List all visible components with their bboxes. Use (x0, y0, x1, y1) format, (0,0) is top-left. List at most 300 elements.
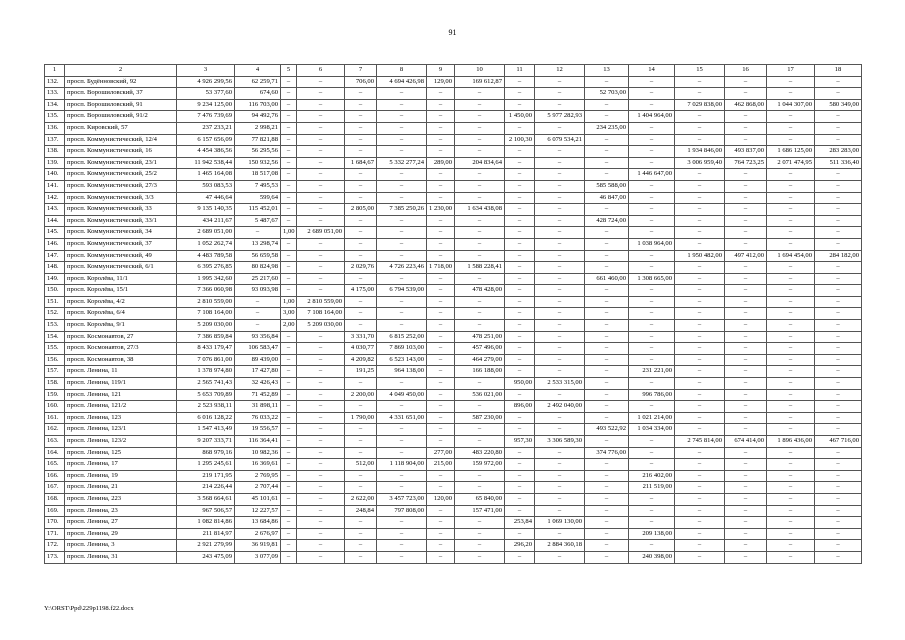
value-cell: 8 433 179,47 (177, 343, 235, 355)
value-cell: – (505, 551, 535, 563)
value-cell: 1 034 334,00 (629, 424, 675, 436)
value-cell: 6 157 656,09 (177, 134, 235, 146)
value-cell: – (585, 470, 629, 482)
value-cell: – (675, 296, 725, 308)
value-cell: – (455, 470, 505, 482)
value-cell: 428 724,00 (585, 215, 629, 227)
value-cell: 115 452,01 (235, 204, 281, 216)
row-number-cell: 157. (45, 366, 65, 378)
address-cell: просп. Коммунистический, 33/1 (65, 215, 177, 227)
value-cell: 2 998,21 (235, 122, 281, 134)
value-cell: – (345, 320, 377, 332)
value-cell: – (281, 99, 297, 111)
value-cell: 243 475,09 (177, 551, 235, 563)
value-cell: 1 588 228,41 (455, 262, 505, 274)
value-cell: – (675, 76, 725, 88)
value-cell: – (455, 122, 505, 134)
value-cell: – (675, 528, 725, 540)
value-cell: 5 977 282,93 (535, 111, 585, 123)
value-cell: 169 612,87 (455, 76, 505, 88)
value-cell: – (427, 134, 455, 146)
value-cell: – (281, 273, 297, 285)
value-cell: – (377, 99, 427, 111)
value-cell: 434 211,67 (177, 215, 235, 227)
value-cell: 129,00 (427, 76, 455, 88)
value-cell: 1 686 125,00 (767, 146, 815, 158)
value-cell: – (585, 285, 629, 297)
value-cell: – (455, 169, 505, 181)
table-row (45, 111, 862, 123)
row-number-cell: 173. (45, 551, 65, 563)
value-cell: – (629, 308, 675, 320)
value-cell: – (505, 215, 535, 227)
value-cell: 36 919,81 (235, 540, 281, 552)
value-cell: 511 336,40 (815, 157, 862, 169)
table-row (45, 470, 862, 482)
value-cell: 5 487,67 (235, 215, 281, 227)
header-cell: 17 (767, 65, 815, 77)
value-cell: – (505, 99, 535, 111)
value-cell: 120,00 (427, 493, 455, 505)
value-cell: – (815, 447, 862, 459)
value-cell: – (281, 436, 297, 448)
value-cell: – (535, 505, 585, 517)
table-row (45, 157, 862, 169)
value-cell: – (815, 493, 862, 505)
address-cell: просп. Коммунистический, 33 (65, 204, 177, 216)
address-cell: просп. Коммунистический, 27/3 (65, 180, 177, 192)
value-cell: – (297, 285, 345, 297)
address-cell: просп. Коммунистический, 3/3 (65, 192, 177, 204)
value-cell: – (535, 227, 585, 239)
value-cell: – (345, 146, 377, 158)
header-cell: 4 (235, 65, 281, 77)
value-cell: – (297, 99, 345, 111)
value-cell: – (675, 192, 725, 204)
address-cell: просп. Коммунистический, 23/1 (65, 157, 177, 169)
value-cell: – (767, 192, 815, 204)
value-cell: – (235, 308, 281, 320)
header-cell: 14 (629, 65, 675, 77)
value-cell: – (629, 76, 675, 88)
value-cell: – (675, 227, 725, 239)
value-cell: – (455, 215, 505, 227)
value-cell: 16 369,61 (235, 459, 281, 471)
value-cell: 599,64 (235, 192, 281, 204)
table-row (45, 169, 862, 181)
value-cell: 32 426,43 (235, 378, 281, 390)
value-cell: – (377, 180, 427, 192)
value-cell: 45 101,61 (235, 493, 281, 505)
value-cell: 957,30 (505, 436, 535, 448)
value-cell: – (427, 146, 455, 158)
value-cell: 159 972,00 (455, 459, 505, 471)
value-cell: 1 069 130,00 (535, 517, 585, 529)
value-cell: 2 565 741,43 (177, 378, 235, 390)
row-number-cell: 139. (45, 157, 65, 169)
value-cell: 65 840,00 (455, 493, 505, 505)
table-row (45, 540, 862, 552)
value-cell: – (725, 308, 767, 320)
value-cell: – (535, 238, 585, 250)
value-cell: 80 824,98 (235, 262, 281, 274)
value-cell: 6 016 128,22 (177, 412, 235, 424)
value-cell: – (535, 459, 585, 471)
value-cell: – (281, 111, 297, 123)
row-number-cell: 143. (45, 204, 65, 216)
value-cell: – (815, 482, 862, 494)
table-row (45, 250, 862, 262)
value-cell: – (455, 146, 505, 158)
table-row (45, 273, 862, 285)
value-cell: – (377, 540, 427, 552)
value-cell: – (505, 493, 535, 505)
value-cell: – (377, 296, 427, 308)
value-cell: – (377, 308, 427, 320)
value-cell: – (281, 459, 297, 471)
table-row (45, 99, 862, 111)
value-cell: 77 821,88 (235, 134, 281, 146)
value-cell: – (427, 308, 455, 320)
value-cell: – (535, 343, 585, 355)
value-cell: – (725, 517, 767, 529)
row-number-cell: 154. (45, 331, 65, 343)
value-cell: – (767, 308, 815, 320)
value-cell: – (455, 134, 505, 146)
value-cell: – (675, 354, 725, 366)
value-cell: – (377, 401, 427, 413)
value-cell: – (455, 401, 505, 413)
table-row (45, 192, 862, 204)
table-row (45, 180, 862, 192)
value-cell: – (505, 459, 535, 471)
value-cell: – (585, 204, 629, 216)
value-cell: 1 934 846,00 (675, 146, 725, 158)
value-cell: 11 942 538,44 (177, 157, 235, 169)
header-cell: 6 (297, 65, 345, 77)
address-cell: просп. Ленина, 21 (65, 482, 177, 494)
value-cell: – (297, 331, 345, 343)
value-cell: – (815, 378, 862, 390)
value-cell: 1 038 964,00 (629, 238, 675, 250)
value-cell: – (535, 331, 585, 343)
row-number-cell: 133. (45, 88, 65, 100)
value-cell: 76 033,22 (235, 412, 281, 424)
value-cell: – (767, 354, 815, 366)
value-cell: – (585, 169, 629, 181)
value-cell: 7 029 838,00 (675, 99, 725, 111)
value-cell: – (427, 482, 455, 494)
value-cell: – (535, 320, 585, 332)
value-cell: – (427, 99, 455, 111)
value-cell: – (675, 180, 725, 192)
value-cell: 116 364,41 (235, 436, 281, 448)
value-cell: – (345, 250, 377, 262)
value-cell: – (629, 540, 675, 552)
value-cell: – (629, 296, 675, 308)
value-cell: 2 884 360,18 (535, 540, 585, 552)
value-cell: – (675, 389, 725, 401)
value-cell: – (629, 227, 675, 239)
value-cell: – (377, 482, 427, 494)
value-cell: – (455, 482, 505, 494)
value-cell: – (629, 122, 675, 134)
value-cell: – (725, 470, 767, 482)
value-cell: – (815, 238, 862, 250)
value-cell: – (281, 493, 297, 505)
value-cell: – (535, 146, 585, 158)
row-number-cell: 168. (45, 493, 65, 505)
address-cell: просп. Кировский, 57 (65, 122, 177, 134)
value-cell: – (629, 99, 675, 111)
value-cell: 2 523 938,11 (177, 401, 235, 413)
row-number-cell: 167. (45, 482, 65, 494)
value-cell: 204 834,64 (455, 157, 505, 169)
value-cell: – (535, 354, 585, 366)
value-cell: – (675, 88, 725, 100)
value-cell: – (297, 493, 345, 505)
value-cell: – (345, 134, 377, 146)
value-cell: 512,00 (345, 459, 377, 471)
value-cell: 211 519,00 (629, 482, 675, 494)
value-cell: – (585, 551, 629, 563)
value-cell: – (535, 551, 585, 563)
value-cell: – (377, 134, 427, 146)
value-cell: 4 331 651,00 (377, 412, 427, 424)
value-cell: – (725, 366, 767, 378)
value-cell: – (767, 389, 815, 401)
value-cell: – (535, 296, 585, 308)
value-cell: – (427, 320, 455, 332)
value-cell: – (427, 389, 455, 401)
table-row (45, 296, 862, 308)
value-cell: – (377, 378, 427, 390)
value-cell: – (815, 273, 862, 285)
value-cell: – (585, 482, 629, 494)
value-cell: 462 868,00 (725, 99, 767, 111)
value-cell: – (297, 192, 345, 204)
table-row (45, 88, 862, 100)
address-cell: просп. Космонавтов, 27/3 (65, 343, 177, 355)
address-cell: просп. Ленина, 29 (65, 528, 177, 540)
value-cell: – (585, 99, 629, 111)
address-cell: просп. Ленина, 121 (65, 389, 177, 401)
value-cell: 219 171,95 (177, 470, 235, 482)
value-cell: – (767, 378, 815, 390)
value-cell: 17 427,80 (235, 366, 281, 378)
value-cell: – (585, 227, 629, 239)
value-cell: – (345, 99, 377, 111)
value-cell: – (345, 401, 377, 413)
value-cell: – (505, 320, 535, 332)
header-row (45, 65, 862, 77)
row-number-cell: 170. (45, 517, 65, 529)
value-cell: 7 108 164,00 (177, 308, 235, 320)
value-cell: 464 279,00 (455, 354, 505, 366)
value-cell: – (427, 238, 455, 250)
value-cell: 1 790,00 (345, 412, 377, 424)
value-cell: – (297, 273, 345, 285)
value-cell: – (455, 528, 505, 540)
value-cell: – (585, 528, 629, 540)
value-cell: – (427, 111, 455, 123)
value-cell: – (345, 517, 377, 529)
value-cell: – (815, 204, 862, 216)
value-cell: – (297, 470, 345, 482)
value-cell: – (427, 285, 455, 297)
value-cell: 1 547 413,49 (177, 424, 235, 436)
value-cell: 1,00 (281, 296, 297, 308)
value-cell: – (281, 424, 297, 436)
value-cell: – (675, 378, 725, 390)
value-cell: 1 694 454,00 (767, 250, 815, 262)
value-cell: 4 049 450,00 (377, 389, 427, 401)
value-cell: 1 896 436,00 (767, 436, 815, 448)
value-cell: – (767, 273, 815, 285)
value-cell: – (725, 354, 767, 366)
value-cell: – (427, 250, 455, 262)
value-cell: – (427, 378, 455, 390)
value-cell: – (585, 157, 629, 169)
value-cell: – (815, 215, 862, 227)
value-cell: – (725, 262, 767, 274)
header-cell: 11 (505, 65, 535, 77)
value-cell: – (629, 354, 675, 366)
value-cell: – (281, 238, 297, 250)
value-cell: 7 495,53 (235, 180, 281, 192)
value-cell: 1 718,00 (427, 262, 455, 274)
value-cell: 4 030,77 (345, 343, 377, 355)
value-cell: – (535, 250, 585, 262)
value-cell: – (377, 227, 427, 239)
value-cell: – (675, 285, 725, 297)
value-cell: – (281, 285, 297, 297)
value-cell: 25 217,60 (235, 273, 281, 285)
row-number-cell: 159. (45, 389, 65, 401)
value-cell: – (675, 424, 725, 436)
value-cell: 7 366 060,98 (177, 285, 235, 297)
value-cell: 6 815 252,00 (377, 331, 427, 343)
value-cell: – (377, 470, 427, 482)
value-cell: – (629, 157, 675, 169)
value-cell: 6 395 276,85 (177, 262, 235, 274)
value-cell: 7 869 103,00 (377, 343, 427, 355)
value-cell: – (281, 505, 297, 517)
value-cell: – (281, 204, 297, 216)
value-cell: – (297, 389, 345, 401)
value-cell: 1 634 438,08 (455, 204, 505, 216)
row-number-cell: 137. (45, 134, 65, 146)
header-cell: 10 (455, 65, 505, 77)
value-cell: 1 308 665,00 (629, 273, 675, 285)
value-cell: 2 689 051,00 (177, 227, 235, 239)
value-cell: – (675, 111, 725, 123)
value-cell: – (585, 296, 629, 308)
value-cell: – (767, 343, 815, 355)
value-cell: – (505, 366, 535, 378)
value-cell: 1 404 964,00 (629, 111, 675, 123)
address-cell: просп. Ленина, 119/1 (65, 378, 177, 390)
address-cell: просп. Коммунистический, 25/2 (65, 169, 177, 181)
value-cell: 240 398,00 (629, 551, 675, 563)
value-cell: – (345, 180, 377, 192)
header-cell: 15 (675, 65, 725, 77)
value-cell: – (297, 378, 345, 390)
value-cell: 587 230,00 (455, 412, 505, 424)
value-cell: 93 356,84 (235, 331, 281, 343)
value-cell: – (455, 273, 505, 285)
value-cell: – (427, 540, 455, 552)
value-cell: – (505, 424, 535, 436)
table-row (45, 447, 862, 459)
value-cell: – (345, 296, 377, 308)
value-cell: 10 982,36 (235, 447, 281, 459)
value-cell: 580 349,00 (815, 99, 862, 111)
address-cell: просп. Ленина, 27 (65, 517, 177, 529)
value-cell: – (585, 308, 629, 320)
value-cell: – (281, 517, 297, 529)
value-cell: – (629, 517, 675, 529)
value-cell: – (297, 459, 345, 471)
value-cell: – (815, 320, 862, 332)
value-cell: – (281, 470, 297, 482)
address-cell: просп. Ленина, 123 (65, 412, 177, 424)
table-row (45, 122, 862, 134)
value-cell: 1,00 (281, 227, 297, 239)
value-cell: 4 454 386,56 (177, 146, 235, 158)
value-cell: – (725, 389, 767, 401)
value-cell: – (585, 250, 629, 262)
value-cell: – (675, 459, 725, 471)
table-row (45, 262, 862, 274)
value-cell: – (585, 76, 629, 88)
value-cell: 1 450,00 (505, 111, 535, 123)
header-cell: 2 (65, 65, 177, 77)
value-cell: 46 847,00 (585, 192, 629, 204)
value-cell: – (281, 343, 297, 355)
row-number-cell: 171. (45, 528, 65, 540)
value-cell: 9 234 125,00 (177, 99, 235, 111)
value-cell: 1 995 342,60 (177, 273, 235, 285)
value-cell: 1 118 904,00 (377, 459, 427, 471)
value-cell: – (377, 111, 427, 123)
row-number-cell: 160. (45, 401, 65, 413)
value-cell: – (535, 169, 585, 181)
value-cell: – (377, 447, 427, 459)
value-cell: – (505, 88, 535, 100)
value-cell: – (767, 215, 815, 227)
row-number-cell: 151. (45, 296, 65, 308)
value-cell: – (455, 424, 505, 436)
value-cell: – (725, 169, 767, 181)
value-cell: – (535, 285, 585, 297)
value-cell: – (427, 215, 455, 227)
value-cell: – (455, 517, 505, 529)
address-cell: просп. Ленина, 19 (65, 470, 177, 482)
value-cell: 7 386 859,84 (177, 331, 235, 343)
value-cell: 950,00 (505, 378, 535, 390)
address-cell: просп. Ленина, 3 (65, 540, 177, 552)
value-cell: 3,00 (281, 308, 297, 320)
value-cell: – (377, 273, 427, 285)
value-cell: – (505, 447, 535, 459)
value-cell: – (767, 366, 815, 378)
value-cell: – (427, 331, 455, 343)
value-cell: – (629, 447, 675, 459)
value-cell: – (455, 540, 505, 552)
value-cell: – (767, 401, 815, 413)
value-cell: – (675, 204, 725, 216)
